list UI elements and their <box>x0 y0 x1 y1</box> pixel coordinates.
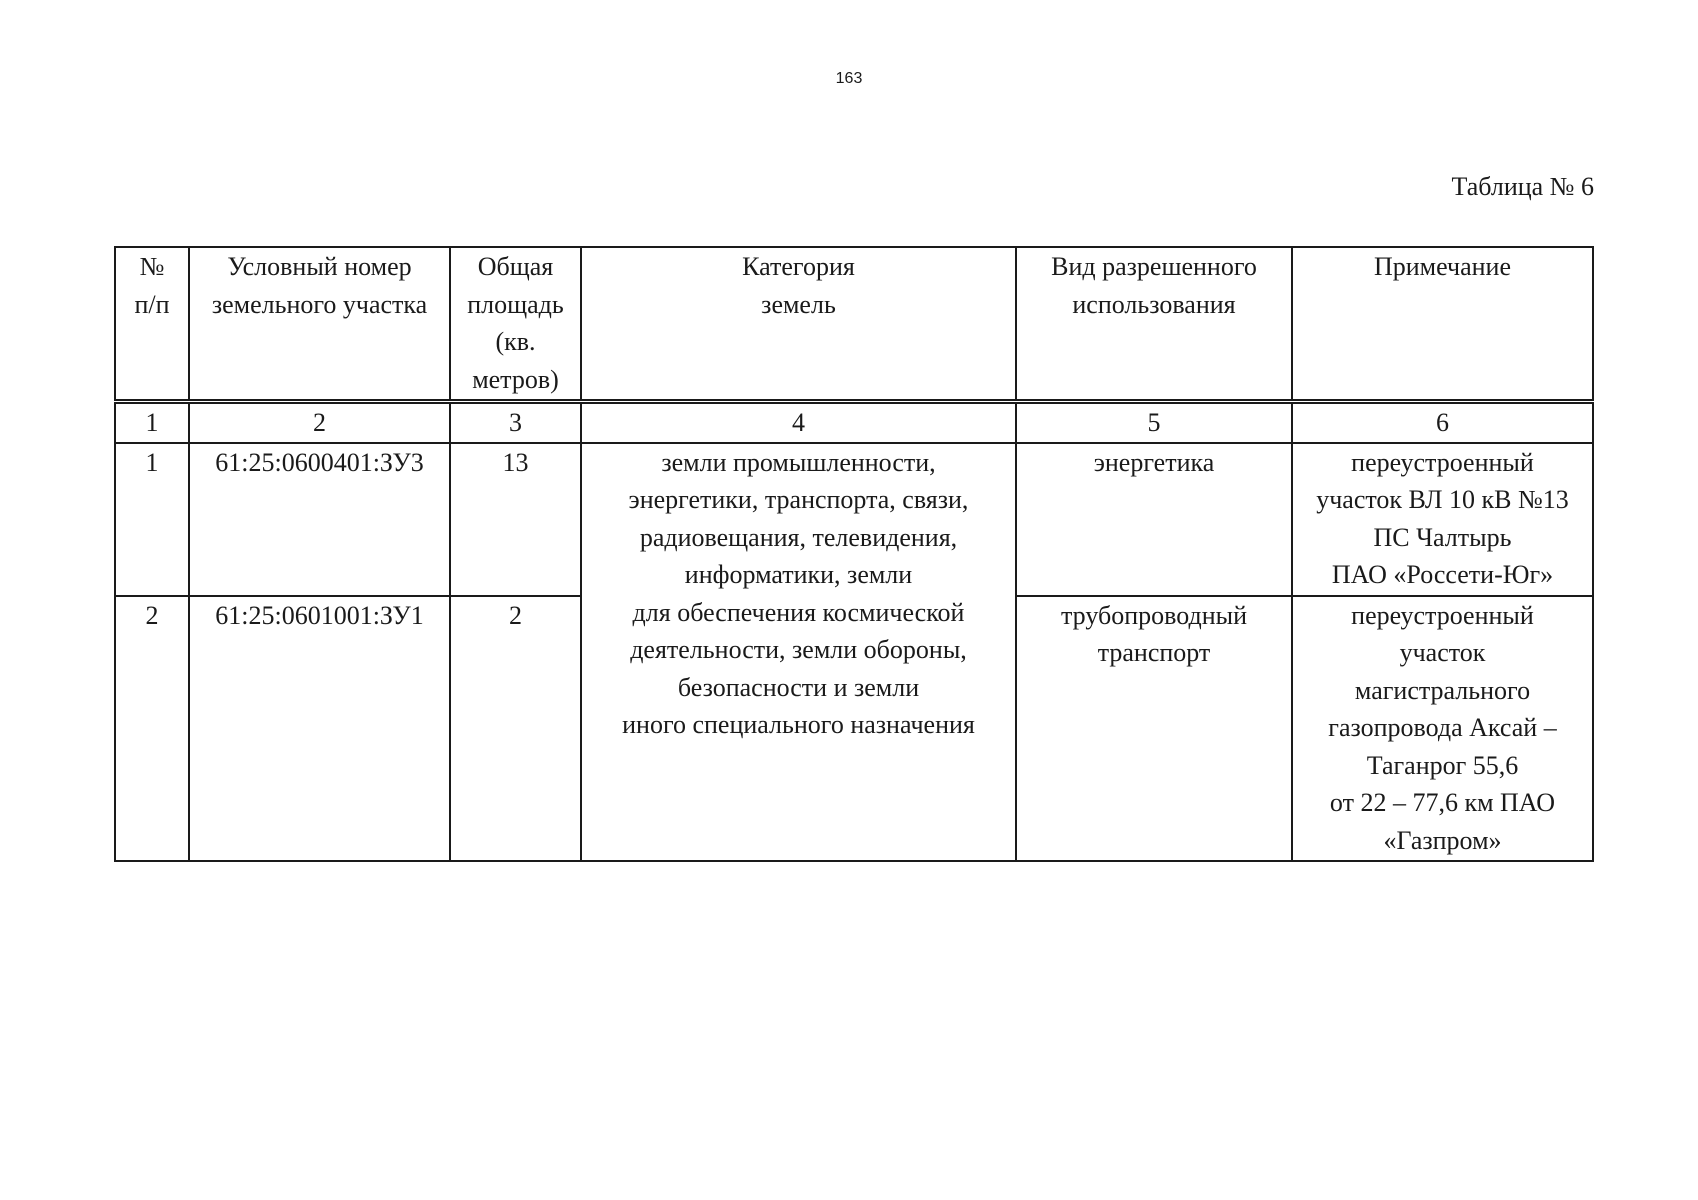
column-index: 2 <box>189 402 450 443</box>
table-header-row <box>115 247 1593 402</box>
row-number: 1 <box>115 443 189 596</box>
page-number: 163 <box>835 70 863 87</box>
land-category: земли промышленности, энергетики, транспорта, связи, радиовещания, телевидения, информатики, земли для обеспечения космической деятельности, земли обороны, безопасности и земли иного специального назначения <box>581 443 1016 862</box>
column-index: 3 <box>450 402 581 443</box>
column-index: 5 <box>1016 402 1292 443</box>
row-number: 2 <box>115 596 189 862</box>
header-number: № п/п <box>115 247 189 402</box>
land-plots-table <box>114 246 1594 862</box>
table-row <box>115 443 1593 596</box>
cadastral-number: 61:25:0601001:ЗУ1 <box>189 596 450 862</box>
column-index: 1 <box>115 402 189 443</box>
cadastral-number: 61:25:0600401:ЗУ3 <box>189 443 450 596</box>
note: переустроенный участок магистрального газопровода Аксай – Таганрог 55,6 от 22 – 77,6 км ПАО «Газпром» <box>1292 596 1593 862</box>
header-cadastral-number: Условный номер земельного участка <box>189 247 450 402</box>
permitted-use: энергетика <box>1016 443 1292 596</box>
header-total-area: Общая площадь (кв. метров) <box>450 247 581 402</box>
column-index-row <box>115 402 1593 443</box>
column-index: 6 <box>1292 402 1593 443</box>
table-caption: Таблица № 6 <box>1451 172 1594 201</box>
permitted-use: трубопроводный транспорт <box>1016 596 1292 862</box>
header-note: Примечание <box>1292 247 1593 402</box>
header-land-category: Категория земель <box>581 247 1016 402</box>
note: переустроенный участок ВЛ 10 кВ №13 ПС Чалтырь ПАО «Россети-Юг» <box>1292 443 1593 596</box>
header-permitted-use: Вид разрешенного использования <box>1016 247 1292 402</box>
total-area: 2 <box>450 596 581 862</box>
total-area: 13 <box>450 443 581 596</box>
column-index: 4 <box>581 402 1016 443</box>
